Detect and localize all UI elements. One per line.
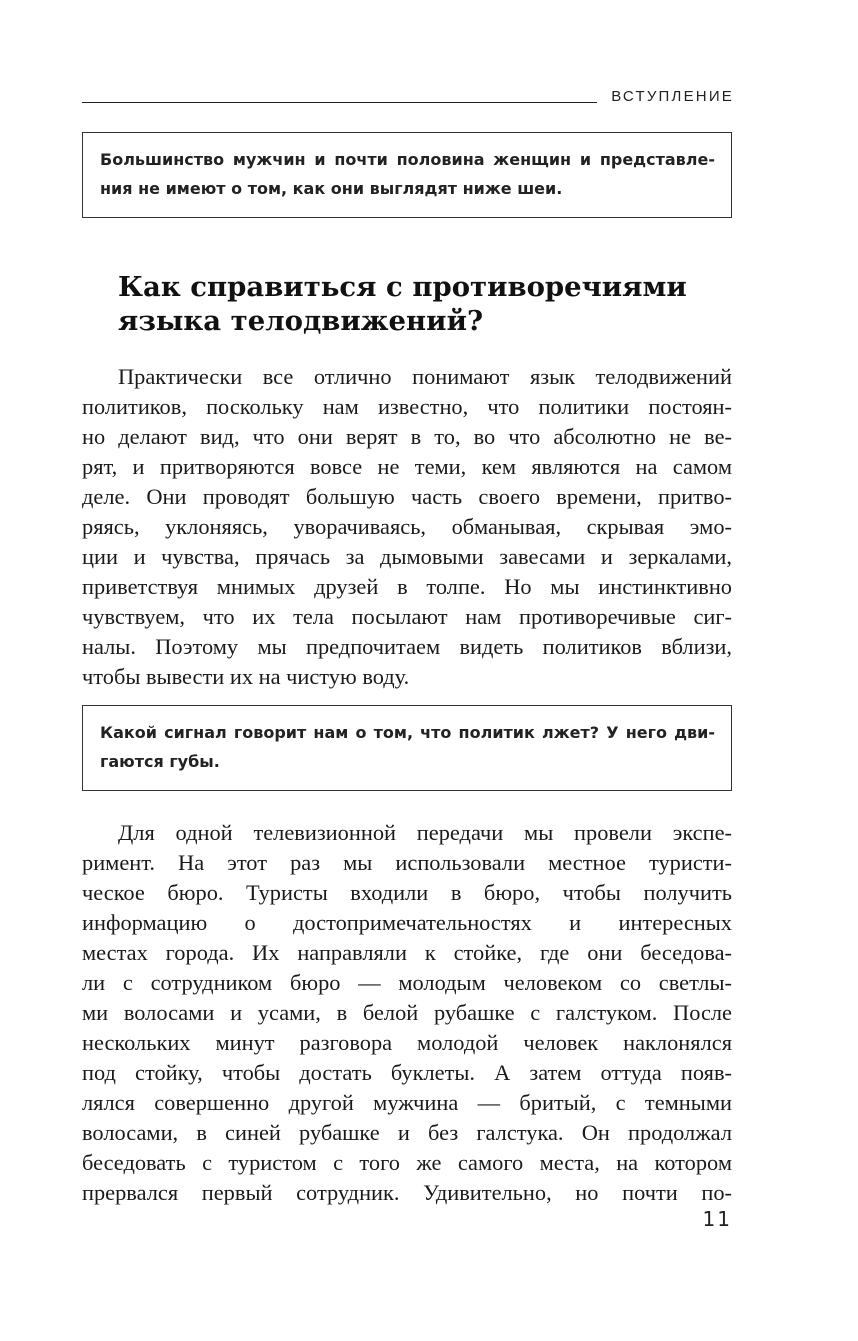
paragraph-line: Для одной телевизионной передачи мы провели экспе-: [118, 820, 732, 845]
paragraph-line: политиков, поскольку нам известно, что политики постоян-: [82, 394, 732, 419]
callout-line: ния не имеют о том, как они выглядят ниже шеи.: [100, 179, 563, 198]
callout-line: Большинство мужчин и почти половина женщин и представле-: [100, 150, 715, 169]
paragraph-line: приветствуя мнимых друзей в толпе. Но мы инстинктивно: [82, 574, 732, 599]
callout-box-1: [82, 132, 732, 218]
paragraph-line: рят, и притворяются вовсе не теми, кем являются на самом: [82, 454, 732, 479]
paragraph-line: ческое бюро. Туристы входили в бюро, чтобы получить: [82, 880, 732, 905]
paragraph-line: прервался первый сотрудник. Удивительно, но почти по-: [82, 1180, 732, 1205]
header-rule: [82, 102, 597, 103]
callout-line: Какой сигнал говорит нам о том, что политик лжет? У него дви-: [100, 723, 715, 742]
page-number: 11: [702, 1207, 732, 1231]
paragraph-line: деле. Они проводят большую часть своего времени, притво-: [82, 484, 732, 509]
heading-line: языка телодвижений?: [118, 305, 484, 337]
paragraph-line: налы. Поэтому мы предпочитаем видеть политиков вблизи,: [82, 634, 732, 659]
paragraph-line: ции и чувства, прячась за дымовыми завесами и зеркалами,: [82, 544, 732, 569]
running-head: [82, 86, 734, 110]
callout-box-2: [82, 705, 732, 791]
paragraph-line: Практически все отлично понимают язык телодвижений: [118, 364, 732, 389]
paragraph-line: ми волосами и усами, в белой рубашке с галстуком. После: [82, 1000, 732, 1025]
paragraph-line: римент. На этот раз мы использовали местное туристи-: [82, 850, 732, 875]
paragraph-line: нескольких минут разговора молодой человек наклонялся: [82, 1030, 732, 1055]
heading-line: Как справиться с противоречиями: [118, 271, 687, 303]
callout-line: гаются губы.: [100, 752, 220, 771]
section-heading: [118, 270, 687, 338]
paragraph-line: информацию о достопримечательностях и интересных: [82, 910, 732, 935]
paragraph-line: волосами, в синей рубашке и без галстука. Он продолжал: [82, 1120, 732, 1145]
running-head-title: ВСТУПЛЕНИЕ: [611, 88, 734, 105]
paragraph-line: местах города. Их направляли к стойке, где они беседова-: [82, 940, 732, 965]
paragraph-line: ли с сотрудником бюро — молодым человеком со светлы-: [82, 970, 732, 995]
paragraph-line: чувствуем, что их тела посылают нам противоречивые сиг-: [82, 604, 732, 629]
body-paragraph-1: [82, 362, 732, 692]
paragraph-line: лялся совершенно другой мужчина — бритый, с темными: [82, 1090, 732, 1115]
body-paragraph-2: [82, 818, 732, 1208]
paragraph-line: но делают вид, что они верят в то, во что абсолютно не ве-: [82, 424, 732, 449]
paragraph-line: беседовать с туристом с того же самого места, на котором: [82, 1150, 732, 1175]
paragraph-line: ряясь, уклоняясь, уворачиваясь, обманывая, скрывая эмо-: [82, 514, 732, 539]
paragraph-line: под стойку, чтобы достать буклеты. А затем оттуда появ-: [82, 1060, 732, 1085]
paragraph-line: чтобы вывести их на чистую воду.: [82, 664, 410, 689]
